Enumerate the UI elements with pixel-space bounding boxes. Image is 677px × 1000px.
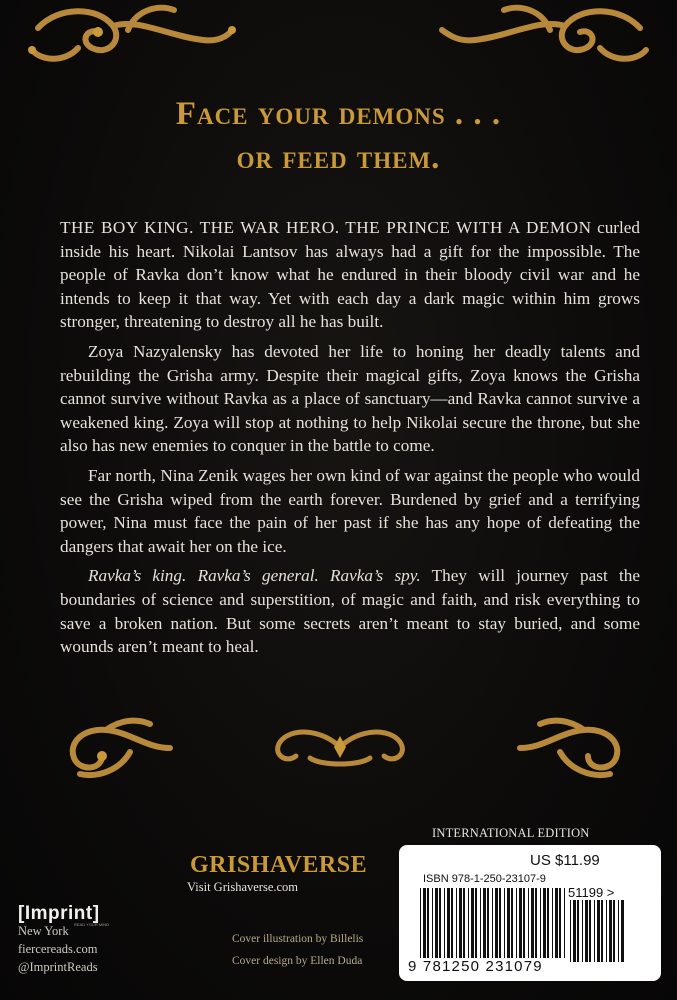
isbn-label: ISBN 978-1-250-23107-9: [423, 873, 546, 885]
headline-line-2: or feed them.: [236, 140, 441, 176]
scroll-flourish-icon: [18, 0, 238, 70]
price-code: 51199 >: [568, 885, 615, 900]
blurb-paragraph: Far north, Nina Zenik wages her own kind of war against the people who would see the Grisha wiped from the earth forever. Burdened by grief and a terrifying power, Nina must face the pain of her past if she has any hope of defeating the dangers that await her on the ice.: [60, 465, 640, 556]
imprint-logo: [Imprint]: [18, 903, 100, 924]
publisher-handle[interactable]: @ImprintReads: [18, 960, 98, 974]
grishaverse-logo: GRISHAVERSE: [190, 852, 368, 878]
scroll-flourish-icon: [250, 722, 430, 772]
edition-label: INTERNATIONAL EDITION: [432, 826, 590, 840]
blurb-paragraph: [60, 216, 640, 334]
price-barcode: [570, 900, 624, 962]
isbn-barcode: [420, 888, 568, 958]
isbn-barcode-digits: 9 781250 231079: [408, 958, 543, 975]
blurb-paragraph: Zoya Nazyalensky has devoted her life to honing her deadly talents and rebuilding the Grisha army. Despite their magical gifts, Zoya knows the Grisha cannot survive without Ravka as a place of sanctuary—and Ravka cannot survive a weakened king. Zoya will stop at nothing to help Nikolai secure the throne, but she also has new enemies to conquer in the battle to come.: [60, 341, 640, 456]
headline-line-1: Face your demons . . .: [175, 96, 502, 132]
publisher-city: New York: [18, 924, 69, 938]
blurb-paragraph: [60, 564, 640, 658]
blurb-paragraph-1-text: curled inside his heart. Nikolai Lantsov has always had a gift for the impossible. The people of Ravka don’t know what he endured in their bloody civil war and he intends to keep it that way. Yet with each day a dark magic within him grows stronger, threatening to destroy all he has built.: [60, 218, 641, 332]
scroll-flourish-icon: [50, 712, 180, 784]
blurb: [60, 216, 640, 665]
credit-illustration: Cover illustration by Billelis: [232, 933, 364, 945]
imprint-tagline: READ YOUR MIND: [74, 922, 110, 927]
blurb-opening-caps: THE BOY KING. THE WAR HERO. THE PRINCE WITH A DEMON: [60, 218, 592, 237]
credit-design: Cover design by Ellen Duda: [232, 955, 363, 967]
publisher-site[interactable]: fiercereads.com: [18, 942, 98, 956]
grishaverse-visit-link[interactable]: Visit Grishaverse.com: [187, 880, 299, 894]
scroll-flourish-icon: [510, 712, 640, 784]
blurb-paragraph-4-text: They will journey past the boundaries of science and superstition, of magic and faith, and risk everything to save a broken nation. But some secrets aren’t meant to stay buried, and some wounds aren’t meant to heal.: [60, 566, 640, 657]
blurb-italic-lead: Ravka’s king. Ravka’s general. Ravka’s spy.: [88, 566, 421, 586]
scroll-flourish-icon: [430, 0, 660, 70]
price-label: US $11.99: [530, 852, 600, 869]
